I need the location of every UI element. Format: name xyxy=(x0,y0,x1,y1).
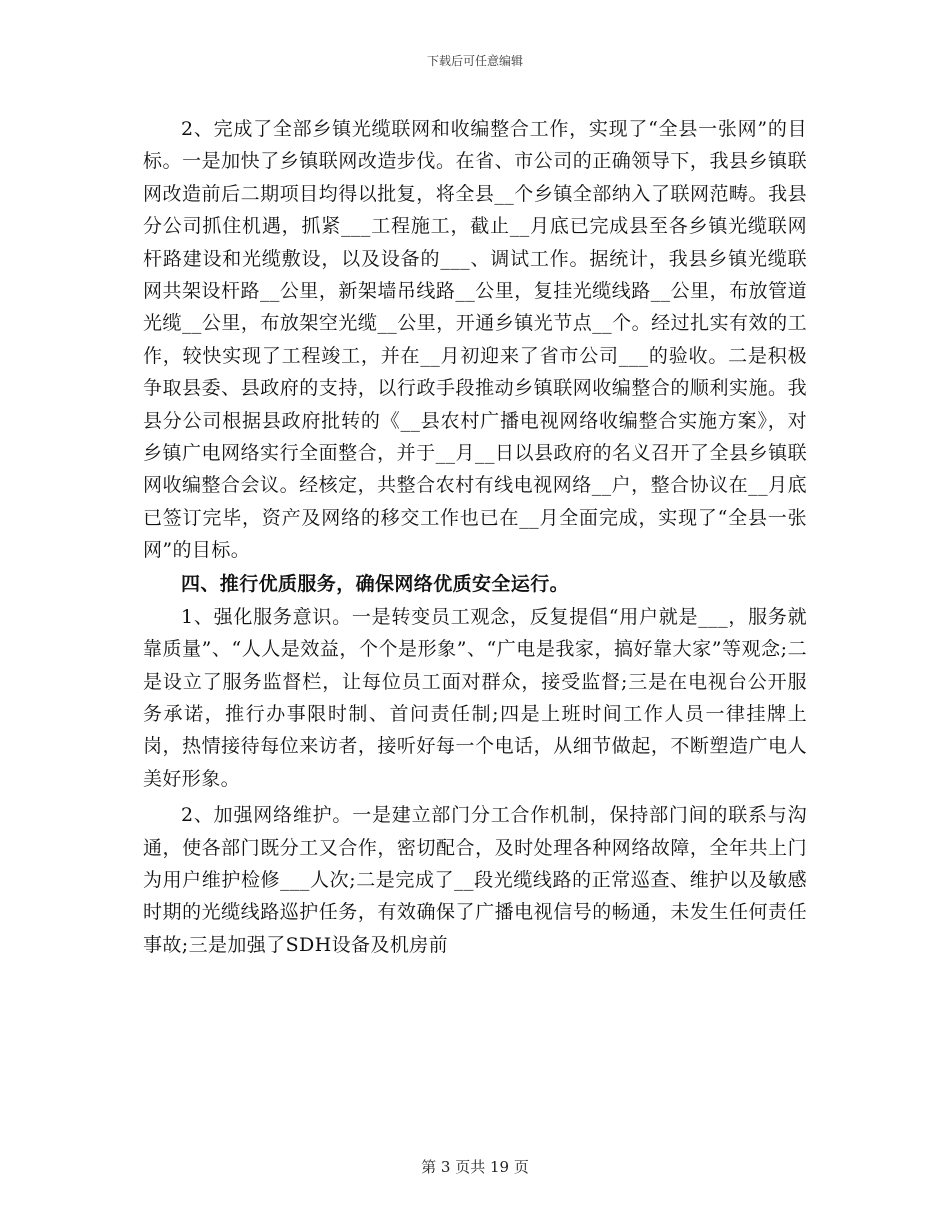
page-footer: 第 3 页共 19 页 xyxy=(421,1158,529,1176)
document-body xyxy=(143,113,807,961)
section-heading-4: 四、推行优质服务，确保网络优质安全运行。 xyxy=(181,572,570,595)
paragraph-fiber-network: 2、完成了全部乡镇光缆联网和收编整合工作，实现了“全县一张网”的目标。一是加快了乡镇联网改造步伐。在省、市公司的正确领导下，我县乡镇联网改造前后二期项目均得以批复，将全县__个乡镇全部纳入了联网范畴。我县分公司抓住机遇，抓紧___工程施工，截止__月底已完成县至各乡镇光缆联网杆路建设和光缆敷设，以及设备的___、调试工作。据统计，我县乡镇光缆联网共架设杆路__公里，新架墙吊线路__公里，复挂光缆线路__公里，布放管道光缆__公里，布放架空光缆__公里，开通乡镇光节点__个。经过扎实有效的工作，较快实现了工程竣工，并在__月初迎来了省市公司___的验收。二是积极争取县委、县政府的支持，以行政手段推动乡镇联网收编整合的顺利实施。我县分公司根据县政府批转的《__县农村广播电视网络收编整合实施方案》，对乡镇广电网络实行全面整合，并于__月__日以县政府的名义召开了全县乡镇联网收编整合会议。经核定，共整合农村有线电视网络__户，整合协议在__月底已签订完毕，资产及网络的移交工作也已在__月全面完成，实现了“全县一张网”的目标。 xyxy=(143,118,807,562)
paragraph-service-awareness: 1、强化服务意识。一是转变员工观念，反复提倡“用户就是___，服务就靠质量”、“人人是效益，个个是形象”、“广电是我家，搞好靠大家”等观念;二是设立了服务监督栏，让每位员工面对群众，接受监督;三是在电视台公开服务承诺，推行办事限时制、首问责任制;四是上班时间工作人员一律挂牌上岗，热情接待每位来访者，接听好每一个电话，从细节做起，不断塑造广电人美好形象。 xyxy=(143,605,807,790)
paragraph-network-maintenance: 2、加强网络维护。一是建立部门分工合作机制，保持部门间的联系与沟通，使各部门既分工又合作，密切配合，及时处理各种网络故障，全年共上门为用户维护检修___人次;二是完成了__段光缆线路的正常巡查、维护以及敏感时期的光缆线路巡护任务，有效确保了广播电视信号的畅通，未发生任何责任事故;三是加强了SDH设备及机房前 xyxy=(143,804,807,956)
page-header: 下载后可任意编辑 xyxy=(426,54,523,68)
